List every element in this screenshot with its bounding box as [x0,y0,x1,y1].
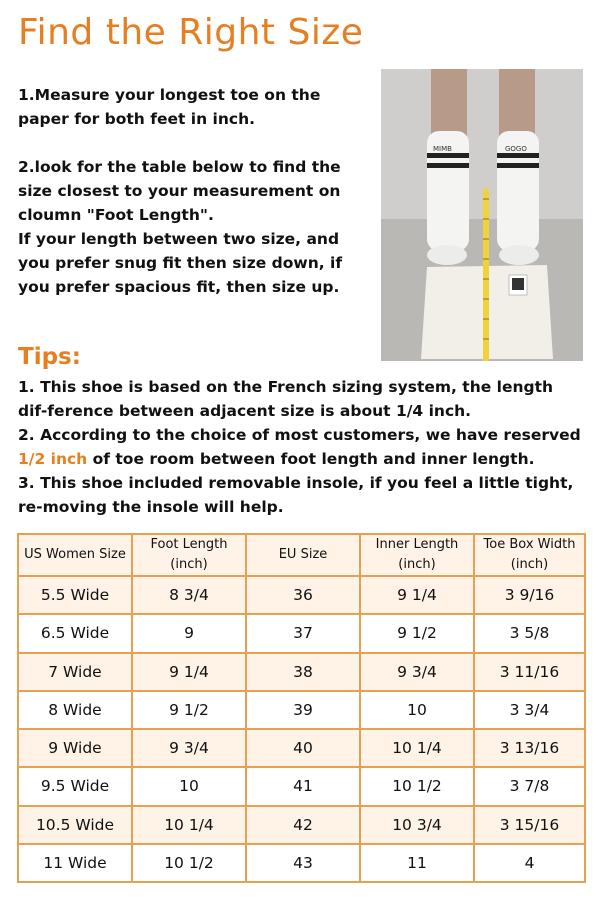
table-row [18,844,585,882]
cell-foot-length: 9 1/4 [132,653,246,691]
table-row [18,729,585,767]
cell-us-size: 7 Wide [18,653,132,691]
cell-foot-length: 10 1/4 [132,806,246,844]
tips-list [18,375,583,519]
cell-toe-box-width: 3 5/8 [474,614,585,652]
cell-inner-length: 10 3/4 [360,806,474,844]
cell-eu-size: 37 [246,614,360,652]
feet-measuring-illustration [381,69,583,361]
cell-inner-length: 10 1/2 [360,767,474,805]
cell-inner-length: 11 [360,844,474,882]
cell-eu-size: 38 [246,653,360,691]
size-chart-table [17,533,586,883]
page-title: Find the Right Size [18,12,364,53]
cell-us-size: 8 Wide [18,691,132,729]
header-us-size: US Women Size [18,534,132,576]
cell-toe-box-width: 3 13/16 [474,729,585,767]
tip-2-highlight: 1/2 inch [18,450,88,468]
table-row [18,691,585,729]
cell-us-size: 9 Wide [18,729,132,767]
tip-2-text: 2. According to the choice of most customers, we have reserved [18,426,581,444]
instruction-step-2: 2.look for the table below to find the size closest to your measurement on cloumn "Foot Length". [18,158,341,224]
cell-inner-length: 10 [360,691,474,729]
cell-foot-length: 9 3/4 [132,729,246,767]
measuring-photo [381,69,583,361]
cell-inner-length: 9 1/4 [360,576,474,614]
cell-toe-box-width: 3 9/16 [474,576,585,614]
cell-foot-length: 9 1/2 [132,691,246,729]
cell-eu-size: 39 [246,691,360,729]
table-row [18,806,585,844]
header-foot-length: Foot Length (inch) [132,534,246,576]
table-row [18,653,585,691]
cell-us-size: 11 Wide [18,844,132,882]
cell-inner-length: 9 1/2 [360,614,474,652]
cell-eu-size: 41 [246,767,360,805]
header-inner-length: Inner Length (inch) [360,534,474,576]
cell-foot-length: 8 3/4 [132,576,246,614]
table-row [18,576,585,614]
table-row [18,614,585,652]
cell-us-size: 5.5 Wide [18,576,132,614]
tip-1: 1. This shoe is based on the French sizing system, the length dif-ference between adjacent size is about 1/4 inch. [18,378,554,420]
sock-print-right: GOGO [505,145,527,153]
tips-heading: Tips: [18,344,81,370]
tip-3: 3. This shoe included removable insole, if you feel a little tight, re-moving the insole will help. [18,474,574,516]
cell-eu-size: 43 [246,844,360,882]
cell-eu-size: 36 [246,576,360,614]
cell-us-size: 10.5 Wide [18,806,132,844]
header-eu-size: EU Size [246,534,360,576]
cell-toe-box-width: 3 3/4 [474,691,585,729]
header-toe-box-width: Toe Box Width (inch) [474,534,585,576]
cell-toe-box-width: 4 [474,844,585,882]
cell-us-size: 9.5 Wide [18,767,132,805]
tip-2-text-end: of toe room between foot length and inner length. [87,450,535,468]
instruction-step-2-note: If your length between two size, and you prefer snug fit then size down, if you prefer spacious fit, then size up. [18,230,343,296]
measuring-instructions [18,83,363,299]
cell-foot-length: 10 [132,767,246,805]
cell-inner-length: 9 3/4 [360,653,474,691]
instruction-step-1: 1.Measure your longest toe on the paper for both feet in inch. [18,86,321,128]
cell-toe-box-width: 3 11/16 [474,653,585,691]
cell-toe-box-width: 3 7/8 [474,767,585,805]
sock-print-left: MIMB [433,145,452,153]
tip-2 [18,423,583,471]
cell-foot-length: 9 [132,614,246,652]
table-header-row [18,534,585,576]
cell-us-size: 6.5 Wide [18,614,132,652]
cell-foot-length: 10 1/2 [132,844,246,882]
table-row [18,767,585,805]
cell-eu-size: 42 [246,806,360,844]
cell-inner-length: 10 1/4 [360,729,474,767]
cell-eu-size: 40 [246,729,360,767]
cell-toe-box-width: 3 15/16 [474,806,585,844]
